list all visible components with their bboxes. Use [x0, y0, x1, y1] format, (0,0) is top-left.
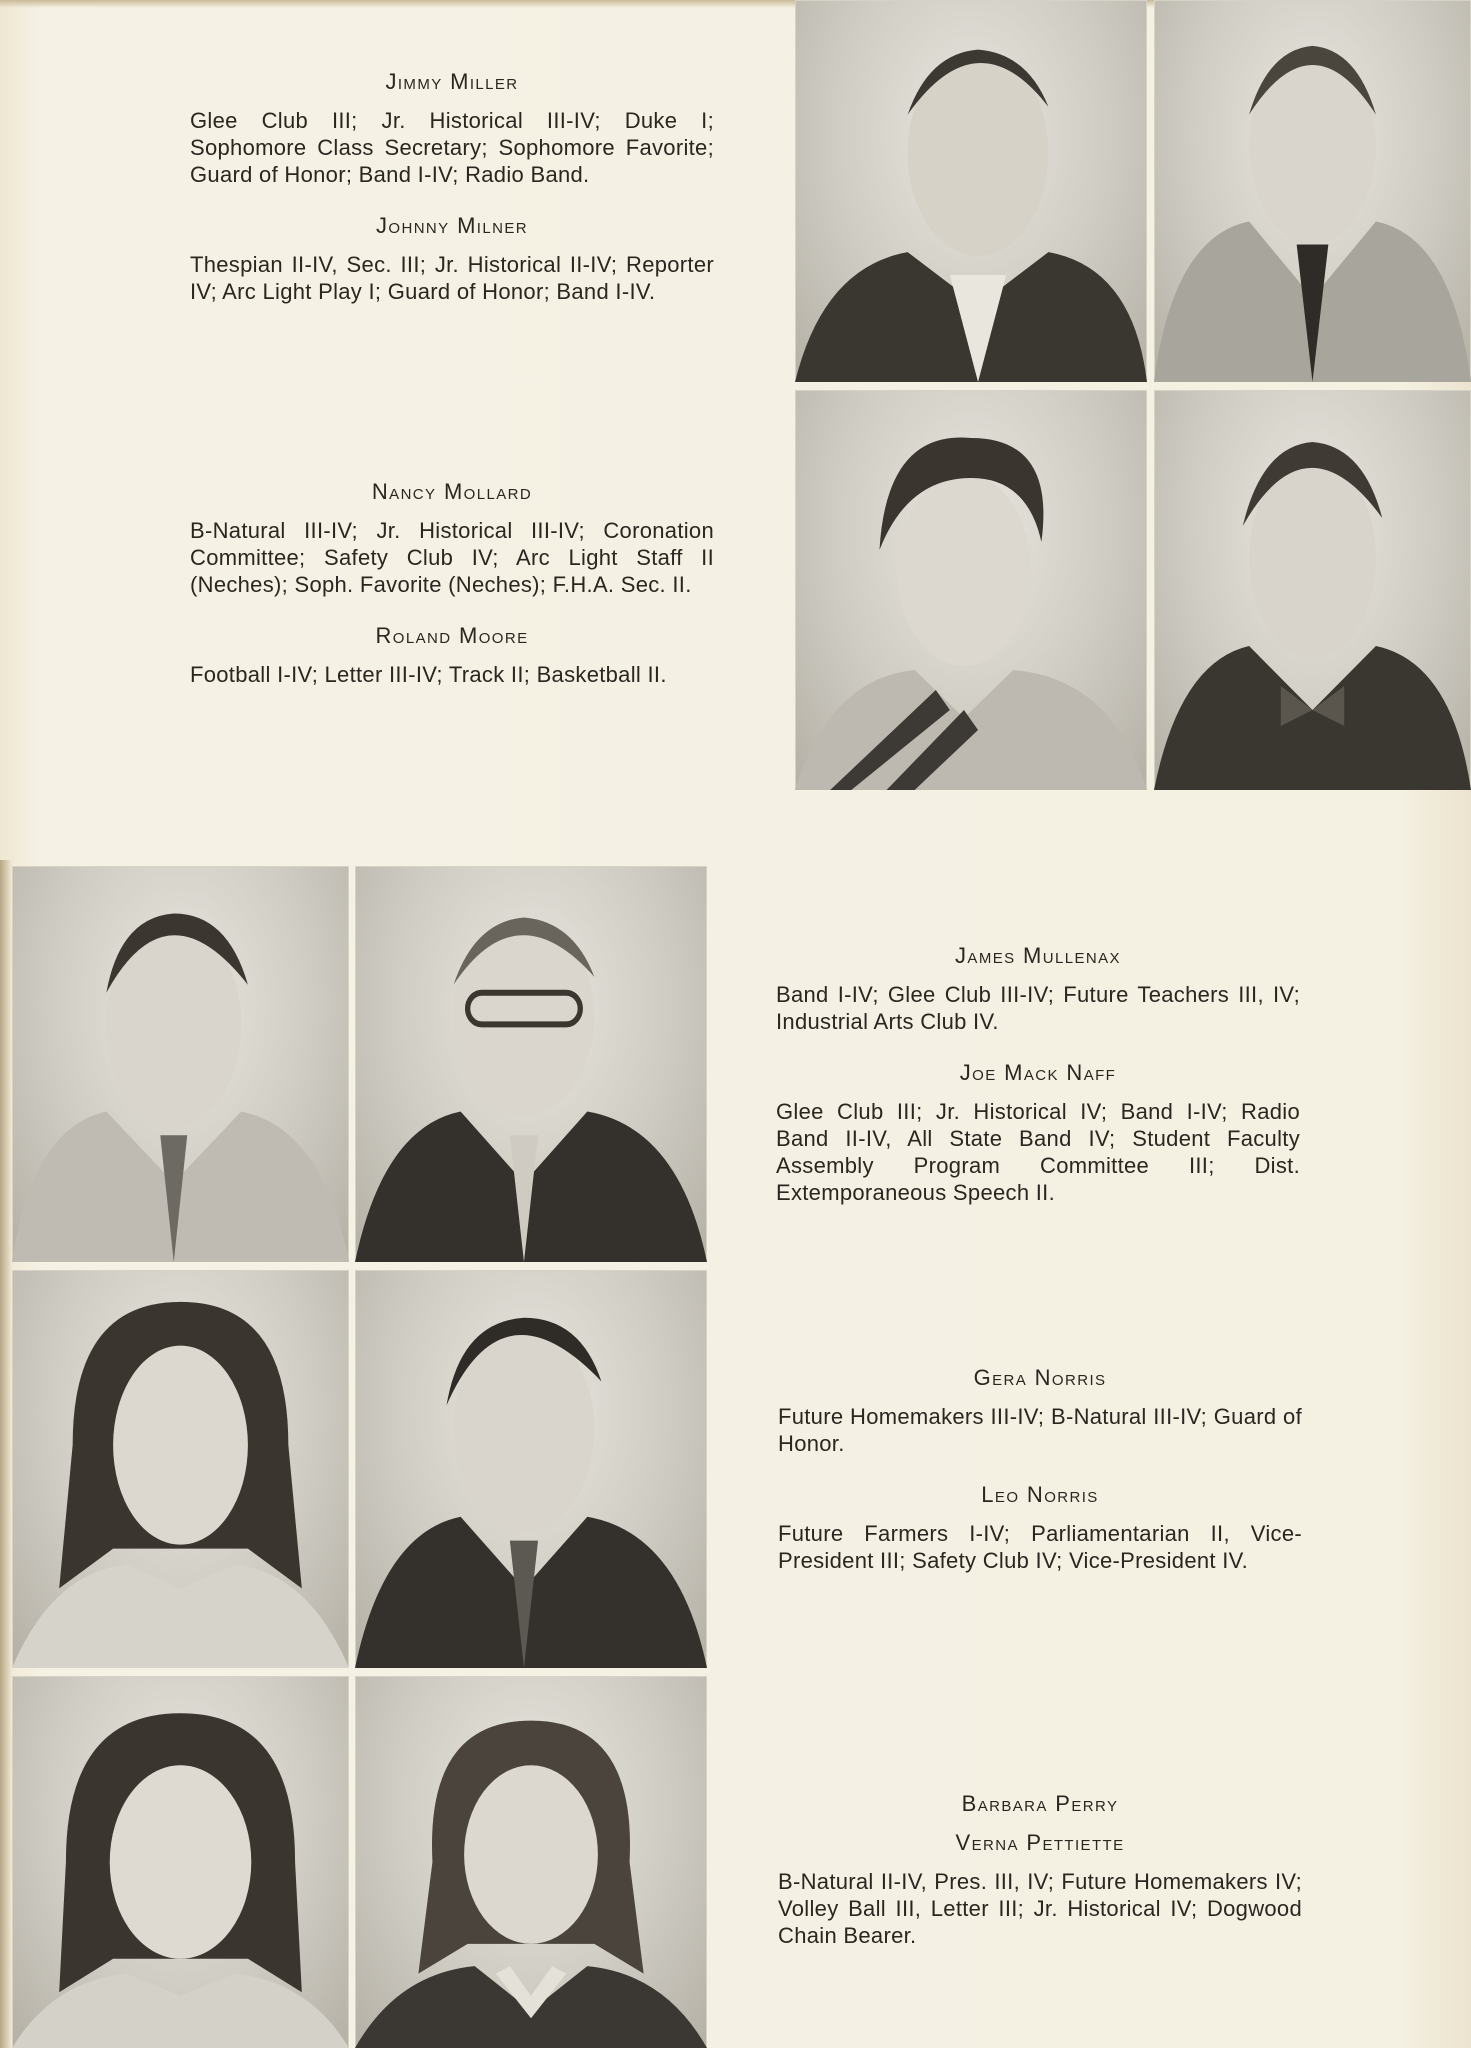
student-activities: Glee Club III; Jr. Historical IV; Band I-IV; Radio Band II-IV, All State Band IV; Student Faculty Assembly Program Committee III; Dist. Extemporaneous Speech II.	[776, 1099, 1300, 1205]
student-name: James Mullenax	[955, 943, 1121, 968]
student-name: Roland Moore	[375, 623, 529, 648]
student-photo	[1154, 390, 1471, 790]
student-activities: Future Farmers I-IV; Parliamentarian II, Vice-President III; Safety Club IV; Vice-President IV.	[778, 1521, 1302, 1573]
student-photo	[12, 1270, 349, 1668]
student-photo	[355, 866, 707, 1262]
student-photo	[795, 390, 1147, 790]
student-name: Gera Norris	[973, 1365, 1107, 1390]
student-name: Jimmy Miller	[385, 69, 519, 94]
student-photo	[355, 1676, 707, 2048]
student-activities: B-Natural II-IV, Pres. III, IV; Future Homemakers IV; Volley Ball III, Letter III; Jr. Historical IV; Dogwood Chain Bearer.	[778, 1869, 1302, 1948]
student-name: Nancy Mollard	[371, 479, 533, 504]
student-photo	[1154, 0, 1471, 382]
student-photo	[795, 0, 1147, 382]
student-activities: Band I-IV; Glee Club III-IV; Future Teachers III, IV; Industrial Arts Club IV.	[776, 982, 1300, 1034]
student-photo	[355, 1270, 707, 1668]
binding-shadow	[0, 860, 12, 2048]
bio-block-top-1	[190, 68, 714, 329]
student-activities: Thespian II-IV, Sec. III; Jr. Historical II-IV; Reporter IV; Arc Light Play I; Guard of Honor; Band I-IV.	[190, 252, 714, 304]
student-activities: Glee Club III; Jr. Historical III-IV; Duke I; Sophomore Class Secretary; Sophomore Favorite; Guard of Honor; Band I-IV; Radio Band.	[190, 108, 714, 187]
student-name: Verna Pettiette	[955, 1830, 1125, 1855]
student-activities: Future Homemakers III-IV; B-Natural III-IV; Guard of Honor.	[778, 1404, 1302, 1456]
student-photo	[12, 1676, 349, 2048]
student-activities: Football I-IV; Letter III-IV; Track II; Basketball II.	[190, 662, 667, 687]
student-name: Johnny Milner	[376, 213, 528, 238]
student-photo	[12, 866, 349, 1262]
student-name: Leo Norris	[981, 1482, 1099, 1507]
bio-block-bottom-3	[778, 1790, 1302, 1973]
student-name: Joe Mack Naff	[959, 1060, 1117, 1085]
bio-block-top-2	[190, 478, 714, 712]
bio-block-bottom-2	[778, 1364, 1302, 1598]
student-activities: B-Natural III-IV; Jr. Historical III-IV; Coronation Committee; Safety Club IV; Arc Light Staff II (Neches); Soph. Favorite (Neches); F.H.A. Sec. II.	[190, 518, 714, 597]
student-name: Barbara Perry	[961, 1791, 1119, 1816]
bio-block-bottom-1	[776, 942, 1300, 1230]
